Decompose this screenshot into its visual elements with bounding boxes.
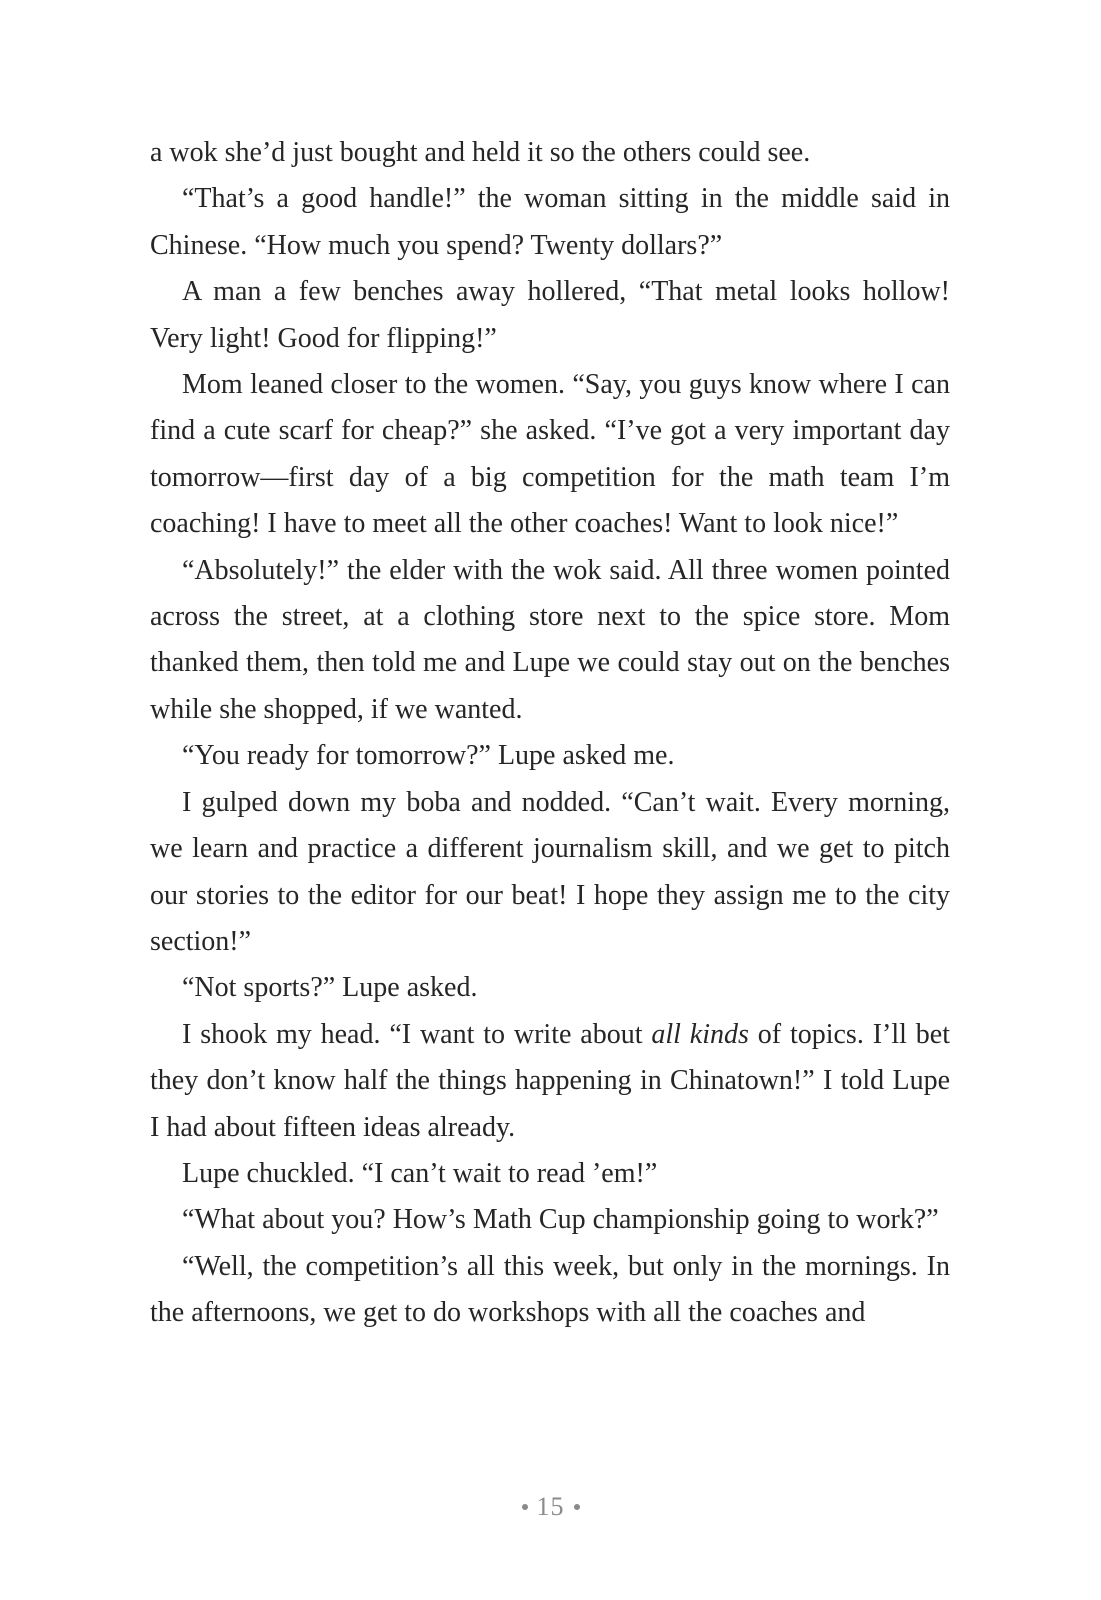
paragraph-1: a wok she’d just bought and held it so the others could see. [150, 137, 811, 168]
paragraph-9-after: of topics. I’ll bet they don’t know half the things happening in Chinatown!” I told Lupe I had about fifteen ideas already. [150, 1018, 950, 1143]
body-text [150, 130, 950, 1337]
page-number-value: 15 [536, 1492, 565, 1521]
paragraph-11: “What about you? How’s Math Cup championship going to work?” [182, 1204, 939, 1236]
right-dot-icon [574, 1504, 580, 1510]
paragraph-5: “Absolutely!” the elder with the wok said. All three women pointed across the street, at a clothing store next to the spice store. Mom thanked them, then told me and Lupe we could stay out on the benches while she shopped, if we wanted. [150, 554, 950, 725]
paragraph-10: Lupe chuckled. “I can’t wait to read ’em!” [182, 1157, 658, 1189]
paragraph-9-emphasis: all kinds [651, 1018, 749, 1050]
paragraph-12: “Well, the competition’s all this week, but only in the mornings. In the afternoons, we get to do workshops with all the coaches and [150, 1250, 950, 1329]
paragraph-3: A man a few benches away hollered, “That metal looks hollow! Very light! Good for flipping!” [150, 276, 950, 354]
page-number [0, 1492, 1101, 1522]
paragraph-9-before: I shook my head. “I want to write about [182, 1018, 652, 1050]
paragraph-4: Mom leaned closer to the women. “Say, you guys know where I can find a cute scarf for cheap?” she asked. “I’ve got a very important day tomorrow—first day of a big competition for the math team I’m coaching! I have to meet all the other coaches! Want to look nice!” [150, 369, 950, 540]
paragraph-2: “That’s a good handle!” the woman sitting in the middle said in Chinese. “How much you spend? Twenty dollars?” [150, 183, 950, 261]
paragraph-7: I gulped down my boba and nodded. “Can’t wait. Every morning, we learn and practice a different journalism skill, and we get to pitch our stories to the editor for our beat! I hope they assign me to the city section!” [150, 786, 950, 957]
paragraph-6: “You ready for tomorrow?” Lupe asked me. [182, 740, 675, 772]
paragraph-9 [150, 1012, 950, 1151]
left-dot-icon [522, 1504, 528, 1510]
paragraph-8: “Not sports?” Lupe asked. [182, 972, 478, 1004]
